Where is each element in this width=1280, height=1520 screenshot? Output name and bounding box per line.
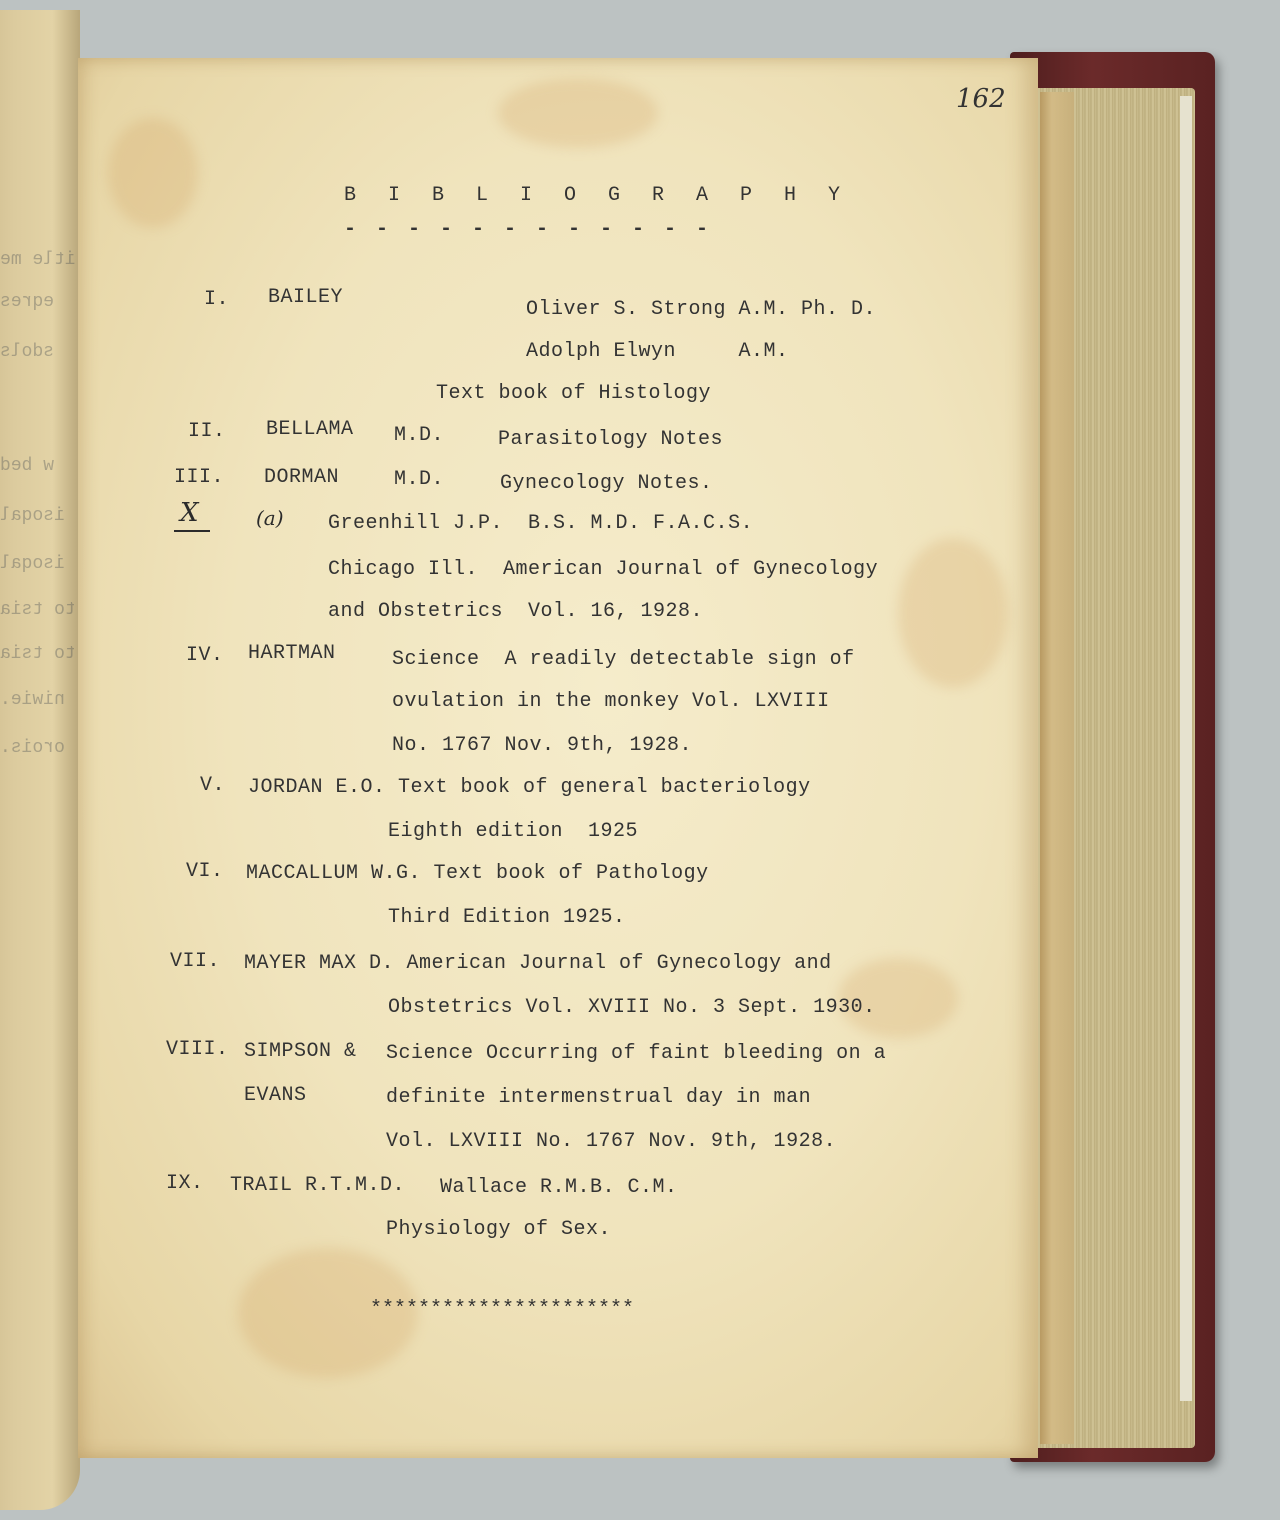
entry-degree: M.D. [394, 468, 445, 491]
title-underline: - - - - - - - - - - - - [344, 218, 713, 241]
entry-author: TRAIL R.T.M.D. [230, 1174, 406, 1197]
entry-line: JORDAN E.O. Text book of general bacteriology [248, 776, 811, 799]
bibliography-title: B I B L I O G R A P H Y [344, 184, 851, 207]
entry-line: MACCALLUM W.G. Text book of Pathology [246, 862, 709, 885]
entry-line: Adolph Elwyn A.M. [526, 340, 789, 363]
entry-line: No. 1767 Nov. 9th, 1928. [392, 734, 693, 757]
entry-author: EVANS [244, 1084, 307, 1107]
entry-author: SIMPSON & [244, 1040, 357, 1063]
entry-line: Greenhill J.P. B.S. M.D. F.A.C.S. [328, 512, 754, 535]
left-page-text: itle me eqres sdols w bed isoqal isoqal to tsia to tsia niwie. orois. [0, 250, 76, 758]
page-number: 162 [956, 84, 1006, 114]
entry-line: definite intermenstrual day in man [386, 1086, 812, 1109]
entry-line: Science A readily detectable sign of [392, 648, 855, 671]
entry-line: and Obstetrics Vol. 16, 1928. [328, 600, 704, 623]
entry-line: MAYER MAX D. American Journal of Gynecology and [244, 952, 832, 975]
entry-line: Chicago Ill. American Journal of Gynecology [328, 558, 879, 581]
entry-line: Parasitology Notes [498, 428, 724, 451]
entry-author: HARTMAN [248, 642, 336, 665]
entry-numeral: V. [200, 774, 226, 797]
entry-line: Eighth edition 1925 [388, 820, 639, 843]
entry-numeral: IV. [186, 644, 224, 667]
entry-line: Science Occurring of faint bleeding on a [386, 1042, 887, 1065]
entry-line: Oliver S. Strong A.M. Ph. D. [526, 298, 877, 321]
entry-line: Gynecology Notes. [500, 472, 713, 495]
handwritten-x-mark: X [180, 498, 199, 528]
page-block-shading [1040, 92, 1074, 1444]
entry-line: ovulation in the monkey Vol. LXVIII [392, 690, 830, 713]
endpaper [1180, 96, 1192, 1401]
entry-author: BELLAMA [266, 418, 354, 441]
entry-numeral: IX. [166, 1172, 204, 1195]
entry-numeral: VI. [186, 860, 224, 883]
document-page [78, 58, 1038, 1458]
entry-line: Text book of Histology [436, 382, 712, 405]
closing-asterisks: ********************** [370, 1298, 635, 1321]
entry-line: Wallace R.M.B. C.M. [440, 1176, 678, 1199]
handwritten-subletter: (a) [256, 506, 284, 530]
entry-line: Obstetrics Vol. XVIII No. 3 Sept. 1930. [388, 996, 876, 1019]
entry-author: BAILEY [268, 286, 344, 309]
entry-line: Vol. LXVIII No. 1767 Nov. 9th, 1928. [386, 1130, 837, 1153]
entry-degree: M.D. [394, 424, 445, 447]
entry-numeral: I. [204, 288, 230, 311]
handwritten-underline [174, 530, 210, 532]
entry-numeral: II. [188, 420, 226, 443]
entry-line: Physiology of Sex. [386, 1218, 612, 1241]
entry-numeral: VII. [170, 950, 221, 973]
entry-author: DORMAN [264, 466, 340, 489]
entry-numeral: VIII. [166, 1038, 229, 1061]
entry-numeral: III. [174, 466, 225, 489]
entry-line: Third Edition 1925. [388, 906, 626, 929]
